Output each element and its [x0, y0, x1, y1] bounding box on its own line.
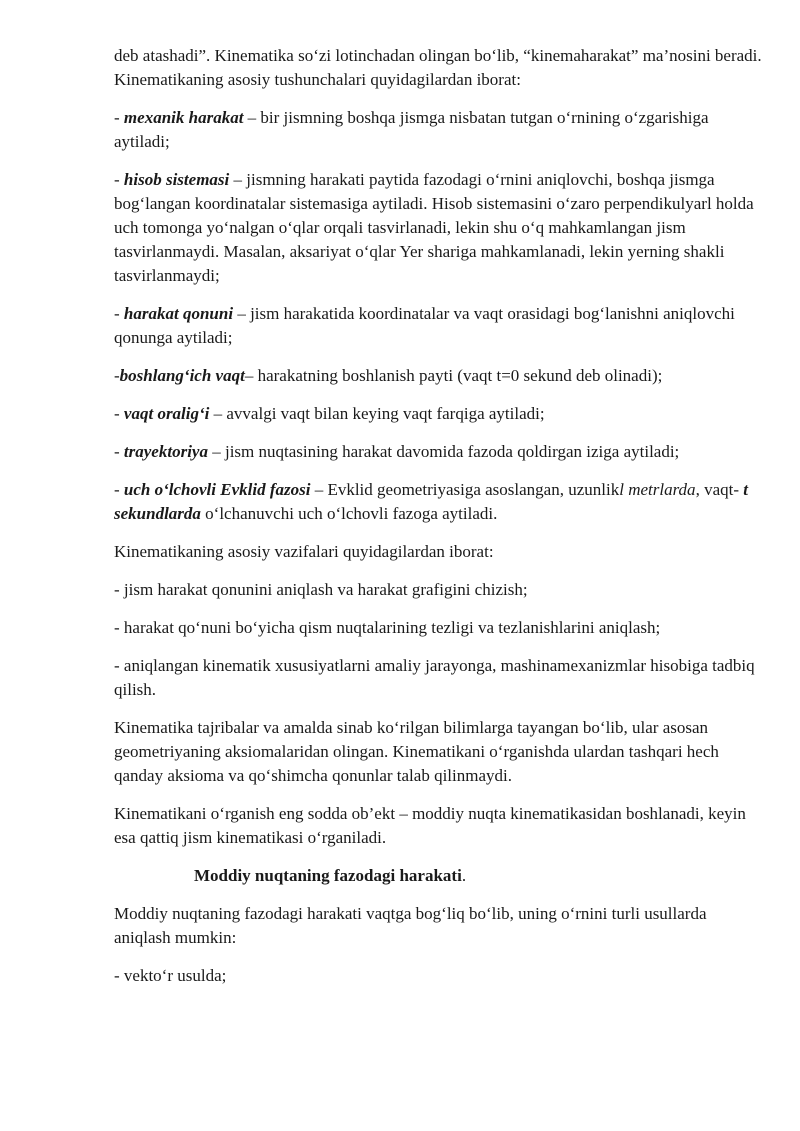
- vector-method-item: - vekto‘r usulda;: [114, 966, 227, 985]
- definition-mexanik-harakat: [114, 106, 766, 154]
- definition-text: – harakatning boshlanish payti (vaqt t=0 sekund deb olinadi);: [244, 366, 663, 385]
- task-item: - jism harakat qonunini aniqlash va harakat grafigini chizish;: [114, 580, 528, 599]
- study-paragraph: Kinematikani o‘rganish eng sodda ob’ekt – moddiy nuqta kinematikasidan boshlanadi, keyin esa qattiq jism kinematikasi o‘rganiladi.: [114, 804, 746, 847]
- list-dash: -: [114, 108, 124, 127]
- definition-text: – bir jismning boshqa jismga nisbatan tutgan o‘rnining o‘zgarishiga aytiladi;: [114, 108, 709, 151]
- definition-text: – jismning harakati paytida fazodagi o‘rnini aniqlovchi, boshqa jismga bog‘langan koordinatalar sistemasiga aytiladi. Hisob sistemasini o‘zaro perpendikulyarl holda uch tomonga yo‘nalgan o‘qlar orqali tasvirlanadi, lekin shu o‘q mahkamlangan jism tasvirlanmaydi. Masalan, aksariyat o‘qlar Yer shariga mahkamlanadi, lekin yerning shakli tasvirlanmaydi;: [114, 170, 754, 285]
- term-vaqt-oraligi: vaqt oralig‘i: [123, 404, 210, 423]
- definition-text: – avvalgi vaqt bilan keying vaqt farqiga aytiladi;: [209, 404, 545, 423]
- motion-paragraph: Moddiy nuqtaning fazodagi harakati vaqtga bog‘liq bo‘lib, uning o‘rnini turli usullarda aniqlash mumkin:: [114, 904, 707, 947]
- definition-vaqt-oraligi: [114, 402, 766, 426]
- italic-metrlarda: l metrlarda: [619, 480, 696, 499]
- document-page: [114, 44, 766, 1002]
- list-dash: -: [114, 170, 124, 189]
- term-hisob-sistemasi: hisob sistemasi: [123, 170, 230, 189]
- term-trayektoriya: trayektoriya: [123, 442, 208, 461]
- definition-text: – jism nuqtasining harakat davomida fazoda qoldirgan iziga aytiladi;: [207, 442, 680, 461]
- definition-evklid-fazosi: [114, 478, 766, 526]
- definition-trayektoriya: [114, 440, 766, 464]
- list-dash: -: [114, 404, 124, 423]
- experience-paragraph: Kinematika tajribalar va amalda sinab ko‘rilgan bilimlarga tayangan bo‘lib, ular asosan geometriyaning aksiomalaridan olingan. Kinematikani o‘rganishda ulardan tashqari hech qanday aksioma va qo‘shimcha qonunlar talab qilinmaydi.: [114, 718, 719, 785]
- tasks-intro: Kinematikaning asosiy vazifalari quyidagilardan iborat:: [114, 542, 494, 561]
- task-item: - harakat qo‘nuni bo‘yicha qism nuqtalarining tezligi va tezlanishlarini aniqlash;: [114, 618, 661, 637]
- heading-dot: .: [461, 866, 467, 885]
- term-evklid-fazosi: uch o‘lchovli Evklid fazosi: [123, 480, 311, 499]
- definition-text: – jism harakatida koordinatalar va vaqt orasidagi bog‘lanishni aniqlovchi qonunga aytiladi;: [114, 304, 735, 347]
- section-heading: [114, 864, 766, 888]
- heading-title: Moddiy nuqtaning fazodagi harakati: [194, 866, 462, 885]
- definition-hisob-sistemasi: [114, 168, 766, 288]
- definition-text: o‘lchanuvchi uch o‘lchovli fazoga aytiladi.: [200, 504, 498, 523]
- term-boshlangich-vaqt: boshlang‘ich vaqt: [119, 366, 245, 385]
- definition-text: – Evklid geometriyasiga asoslangan, uzunlik: [310, 480, 620, 499]
- intro-paragraph: deb atashadi”. Kinematika so‘zi lotinchadan olingan bo‘lib, “kinemaharakat” ma’nosini beradi. Kinematikaning asosiy tushunchalari quyidagilardan iborat:: [114, 46, 762, 89]
- list-dash: -: [114, 442, 124, 461]
- term-harakat-qonuni: harakat qonuni: [123, 304, 234, 323]
- task-item: - aniqlangan kinematik xususiyatlarni amaliy jarayonga, mashinamexanizmlar hisobiga tadbiq qilish.: [114, 656, 755, 699]
- list-dash: -: [114, 304, 124, 323]
- list-dash: -: [114, 366, 120, 385]
- definition-boshlangich-vaqt: [114, 364, 766, 388]
- definition-text: , vaqt-: [695, 480, 744, 499]
- term-mexanik-harakat: mexanik harakat: [123, 108, 244, 127]
- definition-harakat-qonuni: [114, 302, 766, 350]
- term-t-sekundlarda: t sekundlarda: [114, 480, 748, 523]
- list-dash: -: [114, 480, 124, 499]
